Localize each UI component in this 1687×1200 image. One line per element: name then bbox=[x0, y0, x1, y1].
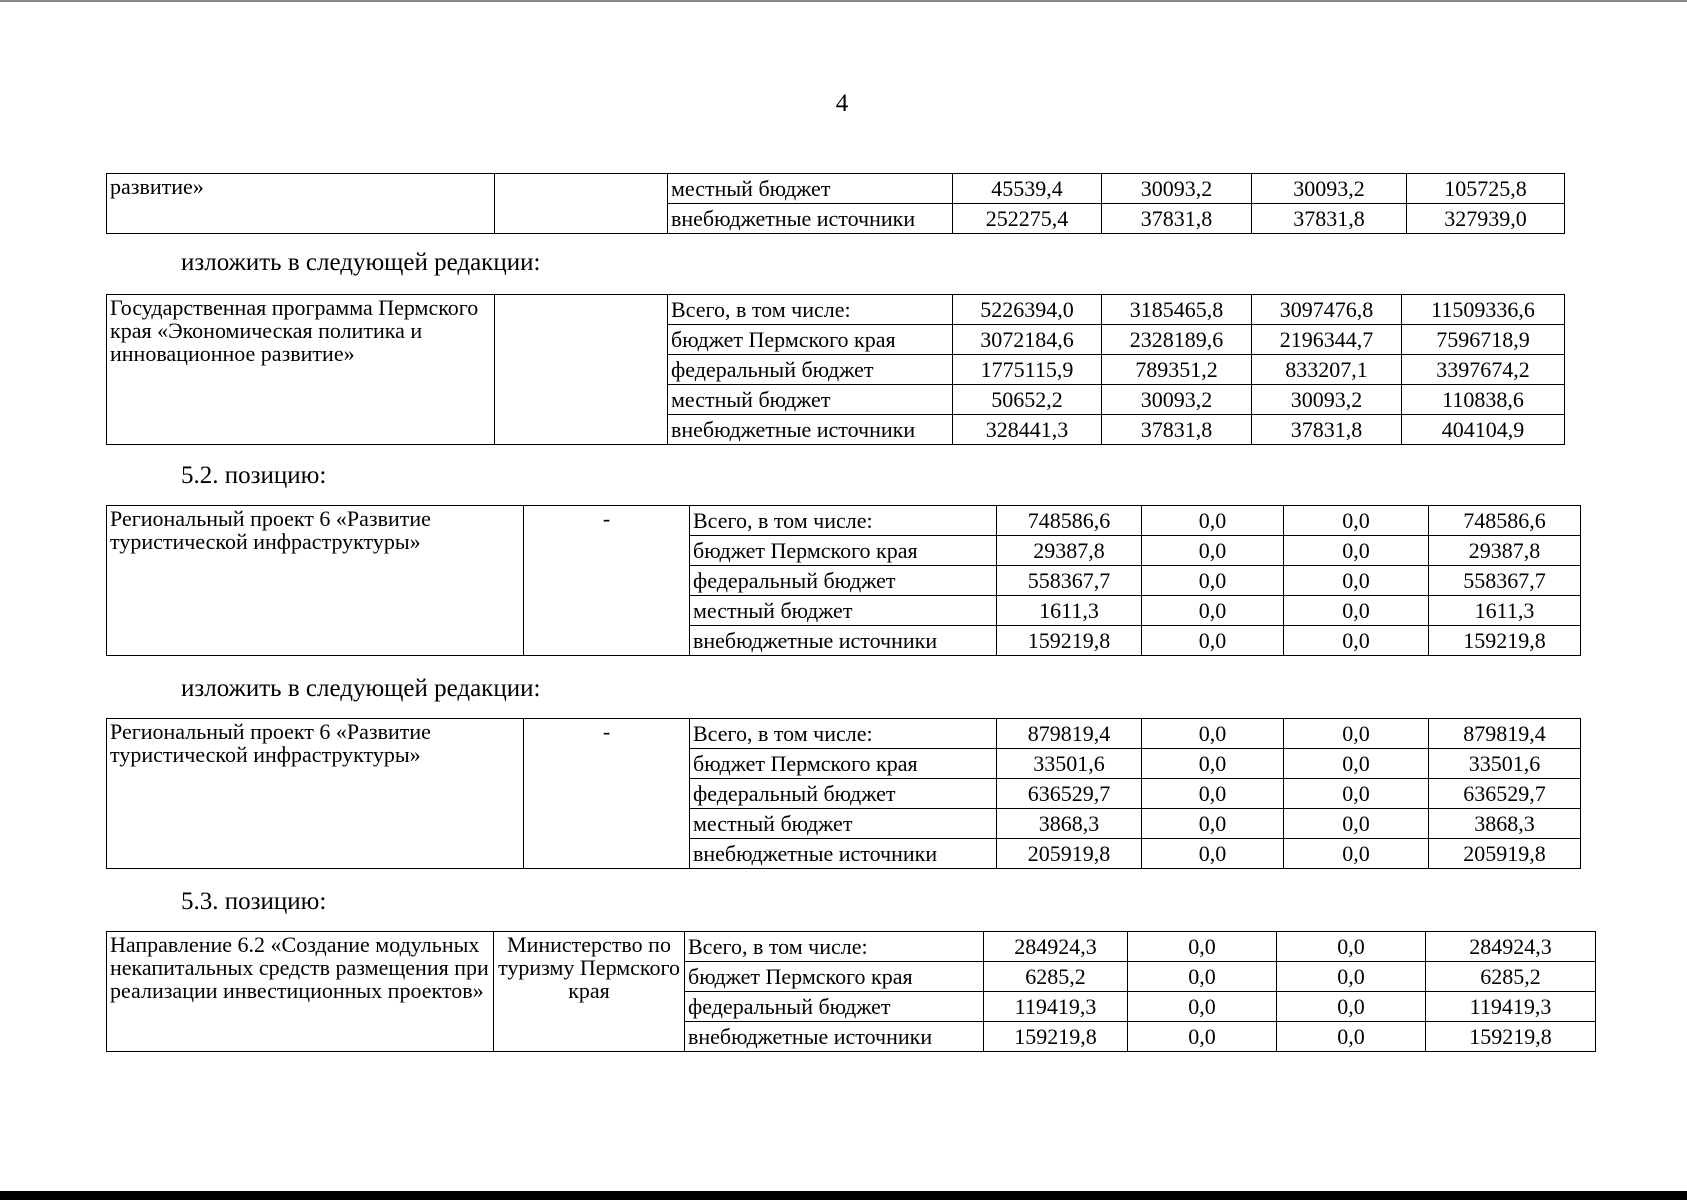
amount-year-2-cell: 30093,2 bbox=[1102, 174, 1252, 204]
heading-new-edition-2: изложить в следующей редакции: bbox=[181, 675, 541, 702]
amount-year-2-cell: 0,0 bbox=[1142, 719, 1284, 749]
funding-source-cell: местный бюджет bbox=[668, 174, 953, 204]
amount-year-3-cell: 37831,8 bbox=[1252, 204, 1407, 234]
table-body bbox=[107, 719, 1581, 869]
amount-total-cell: 33501,6 bbox=[1429, 749, 1581, 779]
amount-year-2-cell: 3185465,8 bbox=[1102, 295, 1252, 325]
funding-source-cell: местный бюджет bbox=[668, 385, 953, 415]
amount-year-3-cell: 0,0 bbox=[1277, 992, 1426, 1022]
heading-new-edition-1: изложить в следующей редакции: bbox=[181, 249, 541, 276]
amount-year-1-cell: 1611,3 bbox=[997, 596, 1142, 626]
amount-year-3-cell: 0,0 bbox=[1284, 809, 1429, 839]
table-row bbox=[107, 506, 1581, 536]
funding-source-cell: внебюджетные источники bbox=[685, 1022, 984, 1052]
amount-year-3-cell: 0,0 bbox=[1284, 596, 1429, 626]
table-body bbox=[107, 506, 1581, 656]
funding-source-cell: федеральный бюджет bbox=[690, 566, 997, 596]
scan-edge-bottom bbox=[0, 1191, 1687, 1200]
amount-total-cell: 748586,6 bbox=[1429, 506, 1581, 536]
amount-year-2-cell: 30093,2 bbox=[1102, 385, 1252, 415]
funding-source-cell: федеральный бюджет bbox=[685, 992, 984, 1022]
amount-year-1-cell: 29387,8 bbox=[997, 536, 1142, 566]
amount-year-1-cell: 45539,4 bbox=[953, 174, 1102, 204]
amount-year-1-cell: 159219,8 bbox=[997, 626, 1142, 656]
amount-total-cell: 6285,2 bbox=[1426, 962, 1596, 992]
amount-total-cell: 327939,0 bbox=[1407, 204, 1565, 234]
program-name-cell: Государственная программа Пермского края «Экономическая политика и инновационное развитие» bbox=[107, 295, 495, 445]
amount-year-1-cell: 205919,8 bbox=[997, 839, 1142, 869]
amount-year-2-cell: 0,0 bbox=[1142, 626, 1284, 656]
table-d bbox=[106, 718, 1581, 869]
program-name-cell: Направление 6.2 «Создание модульных некапитальных средств размещения при реализации инвестиционных проектов» bbox=[107, 932, 494, 1052]
amount-total-cell: 558367,7 bbox=[1429, 566, 1581, 596]
table-row bbox=[107, 719, 1581, 749]
responsible-cell: - bbox=[524, 719, 690, 869]
amount-year-3-cell: 30093,2 bbox=[1252, 174, 1407, 204]
amount-total-cell: 404104,9 bbox=[1402, 415, 1565, 445]
amount-year-1-cell: 3868,3 bbox=[997, 809, 1142, 839]
amount-total-cell: 284924,3 bbox=[1426, 932, 1596, 962]
table-c bbox=[106, 505, 1581, 656]
amount-year-1-cell: 284924,3 bbox=[984, 932, 1128, 962]
amount-year-3-cell: 0,0 bbox=[1284, 749, 1429, 779]
amount-total-cell: 3397674,2 bbox=[1402, 355, 1565, 385]
amount-year-1-cell: 50652,2 bbox=[953, 385, 1102, 415]
amount-year-3-cell: 0,0 bbox=[1277, 1022, 1426, 1052]
amount-year-1-cell: 119419,3 bbox=[984, 992, 1128, 1022]
amount-year-2-cell: 0,0 bbox=[1128, 992, 1277, 1022]
amount-year-3-cell: 0,0 bbox=[1284, 566, 1429, 596]
amount-year-1-cell: 1775115,9 bbox=[953, 355, 1102, 385]
amount-year-3-cell: 0,0 bbox=[1284, 839, 1429, 869]
funding-source-cell: бюджет Пермского края bbox=[668, 325, 953, 355]
table-b bbox=[106, 294, 1565, 445]
amount-total-cell: 205919,8 bbox=[1429, 839, 1581, 869]
funding-source-cell: внебюджетные источники bbox=[690, 839, 997, 869]
amount-year-1-cell: 3072184,6 bbox=[953, 325, 1102, 355]
amount-year-2-cell: 0,0 bbox=[1128, 962, 1277, 992]
table-e bbox=[106, 931, 1596, 1052]
amount-year-3-cell: 0,0 bbox=[1284, 626, 1429, 656]
table-body bbox=[107, 932, 1596, 1052]
responsible-cell bbox=[495, 295, 668, 445]
funding-source-cell: внебюджетные источники bbox=[668, 204, 953, 234]
amount-total-cell: 110838,6 bbox=[1402, 385, 1565, 415]
page-number: 4 bbox=[835, 90, 849, 117]
funding-source-cell: Всего, в том числе: bbox=[690, 719, 997, 749]
amount-year-3-cell: 30093,2 bbox=[1252, 385, 1402, 415]
responsible-cell: Министерство по туризму Пермского края bbox=[494, 932, 685, 1052]
amount-total-cell: 29387,8 bbox=[1429, 536, 1581, 566]
amount-year-1-cell: 33501,6 bbox=[997, 749, 1142, 779]
amount-year-3-cell: 0,0 bbox=[1284, 506, 1429, 536]
amount-year-1-cell: 252275,4 bbox=[953, 204, 1102, 234]
funding-source-cell: внебюджетные источники bbox=[690, 626, 997, 656]
table-a bbox=[106, 173, 1565, 234]
amount-total-cell: 105725,8 bbox=[1407, 174, 1565, 204]
amount-year-3-cell: 0,0 bbox=[1284, 779, 1429, 809]
amount-year-2-cell: 37831,8 bbox=[1102, 415, 1252, 445]
amount-year-1-cell: 5226394,0 bbox=[953, 295, 1102, 325]
amount-year-2-cell: 0,0 bbox=[1142, 839, 1284, 869]
amount-year-1-cell: 159219,8 bbox=[984, 1022, 1128, 1052]
amount-total-cell: 119419,3 bbox=[1426, 992, 1596, 1022]
amount-year-1-cell: 879819,4 bbox=[997, 719, 1142, 749]
amount-total-cell: 1611,3 bbox=[1429, 596, 1581, 626]
table-body bbox=[107, 295, 1565, 445]
heading-position-5-3: 5.3. позицию: bbox=[181, 888, 327, 915]
amount-year-1-cell: 328441,3 bbox=[953, 415, 1102, 445]
amount-year-3-cell: 0,0 bbox=[1284, 536, 1429, 566]
amount-total-cell: 3868,3 bbox=[1429, 809, 1581, 839]
amount-total-cell: 7596718,9 bbox=[1402, 325, 1565, 355]
amount-year-2-cell: 0,0 bbox=[1142, 506, 1284, 536]
amount-year-2-cell: 0,0 bbox=[1142, 779, 1284, 809]
amount-year-1-cell: 6285,2 bbox=[984, 962, 1128, 992]
amount-year-1-cell: 558367,7 bbox=[997, 566, 1142, 596]
amount-year-3-cell: 833207,1 bbox=[1252, 355, 1402, 385]
heading-position-5-2: 5.2. позицию: bbox=[181, 462, 327, 489]
amount-year-3-cell: 0,0 bbox=[1277, 962, 1426, 992]
amount-year-2-cell: 0,0 bbox=[1142, 536, 1284, 566]
amount-year-2-cell: 0,0 bbox=[1128, 1022, 1277, 1052]
amount-year-2-cell: 0,0 bbox=[1128, 932, 1277, 962]
amount-year-2-cell: 37831,8 bbox=[1102, 204, 1252, 234]
amount-year-3-cell: 0,0 bbox=[1284, 719, 1429, 749]
funding-source-cell: федеральный бюджет bbox=[668, 355, 953, 385]
table-row bbox=[107, 932, 1596, 962]
program-name-cell: развитие» bbox=[107, 174, 495, 234]
program-name-cell: Региональный проект 6 «Развитие туристической инфраструктуры» bbox=[107, 506, 524, 656]
amount-year-2-cell: 2328189,6 bbox=[1102, 325, 1252, 355]
amount-year-1-cell: 636529,7 bbox=[997, 779, 1142, 809]
funding-source-cell: местный бюджет bbox=[690, 809, 997, 839]
amount-year-2-cell: 0,0 bbox=[1142, 596, 1284, 626]
amount-year-3-cell: 0,0 bbox=[1277, 932, 1426, 962]
amount-total-cell: 159219,8 bbox=[1429, 626, 1581, 656]
funding-source-cell: бюджет Пермского края bbox=[685, 962, 984, 992]
scan-edge-top bbox=[0, 0, 1687, 2]
funding-source-cell: местный бюджет bbox=[690, 596, 997, 626]
amount-year-2-cell: 789351,2 bbox=[1102, 355, 1252, 385]
funding-source-cell: бюджет Пермского края bbox=[690, 749, 997, 779]
amount-year-1-cell: 748586,6 bbox=[997, 506, 1142, 536]
responsible-cell bbox=[495, 174, 668, 234]
amount-total-cell: 636529,7 bbox=[1429, 779, 1581, 809]
amount-total-cell: 159219,8 bbox=[1426, 1022, 1596, 1052]
table-row bbox=[107, 295, 1565, 325]
funding-source-cell: Всего, в том числе: bbox=[685, 932, 984, 962]
amount-year-2-cell: 0,0 bbox=[1142, 566, 1284, 596]
funding-source-cell: федеральный бюджет bbox=[690, 779, 997, 809]
funding-source-cell: Всего, в том числе: bbox=[668, 295, 953, 325]
amount-year-3-cell: 3097476,8 bbox=[1252, 295, 1402, 325]
amount-year-3-cell: 37831,8 bbox=[1252, 415, 1402, 445]
amount-total-cell: 11509336,6 bbox=[1402, 295, 1565, 325]
program-name-cell: Региональный проект 6 «Развитие туристической инфраструктуры» bbox=[107, 719, 524, 869]
amount-year-2-cell: 0,0 bbox=[1142, 809, 1284, 839]
funding-source-cell: бюджет Пермского края bbox=[690, 536, 997, 566]
amount-year-3-cell: 2196344,7 bbox=[1252, 325, 1402, 355]
responsible-cell: - bbox=[524, 506, 690, 656]
table-body bbox=[107, 174, 1565, 234]
amount-total-cell: 879819,4 bbox=[1429, 719, 1581, 749]
amount-year-2-cell: 0,0 bbox=[1142, 749, 1284, 779]
table-row bbox=[107, 174, 1565, 204]
funding-source-cell: внебюджетные источники bbox=[668, 415, 953, 445]
funding-source-cell: Всего, в том числе: bbox=[690, 506, 997, 536]
